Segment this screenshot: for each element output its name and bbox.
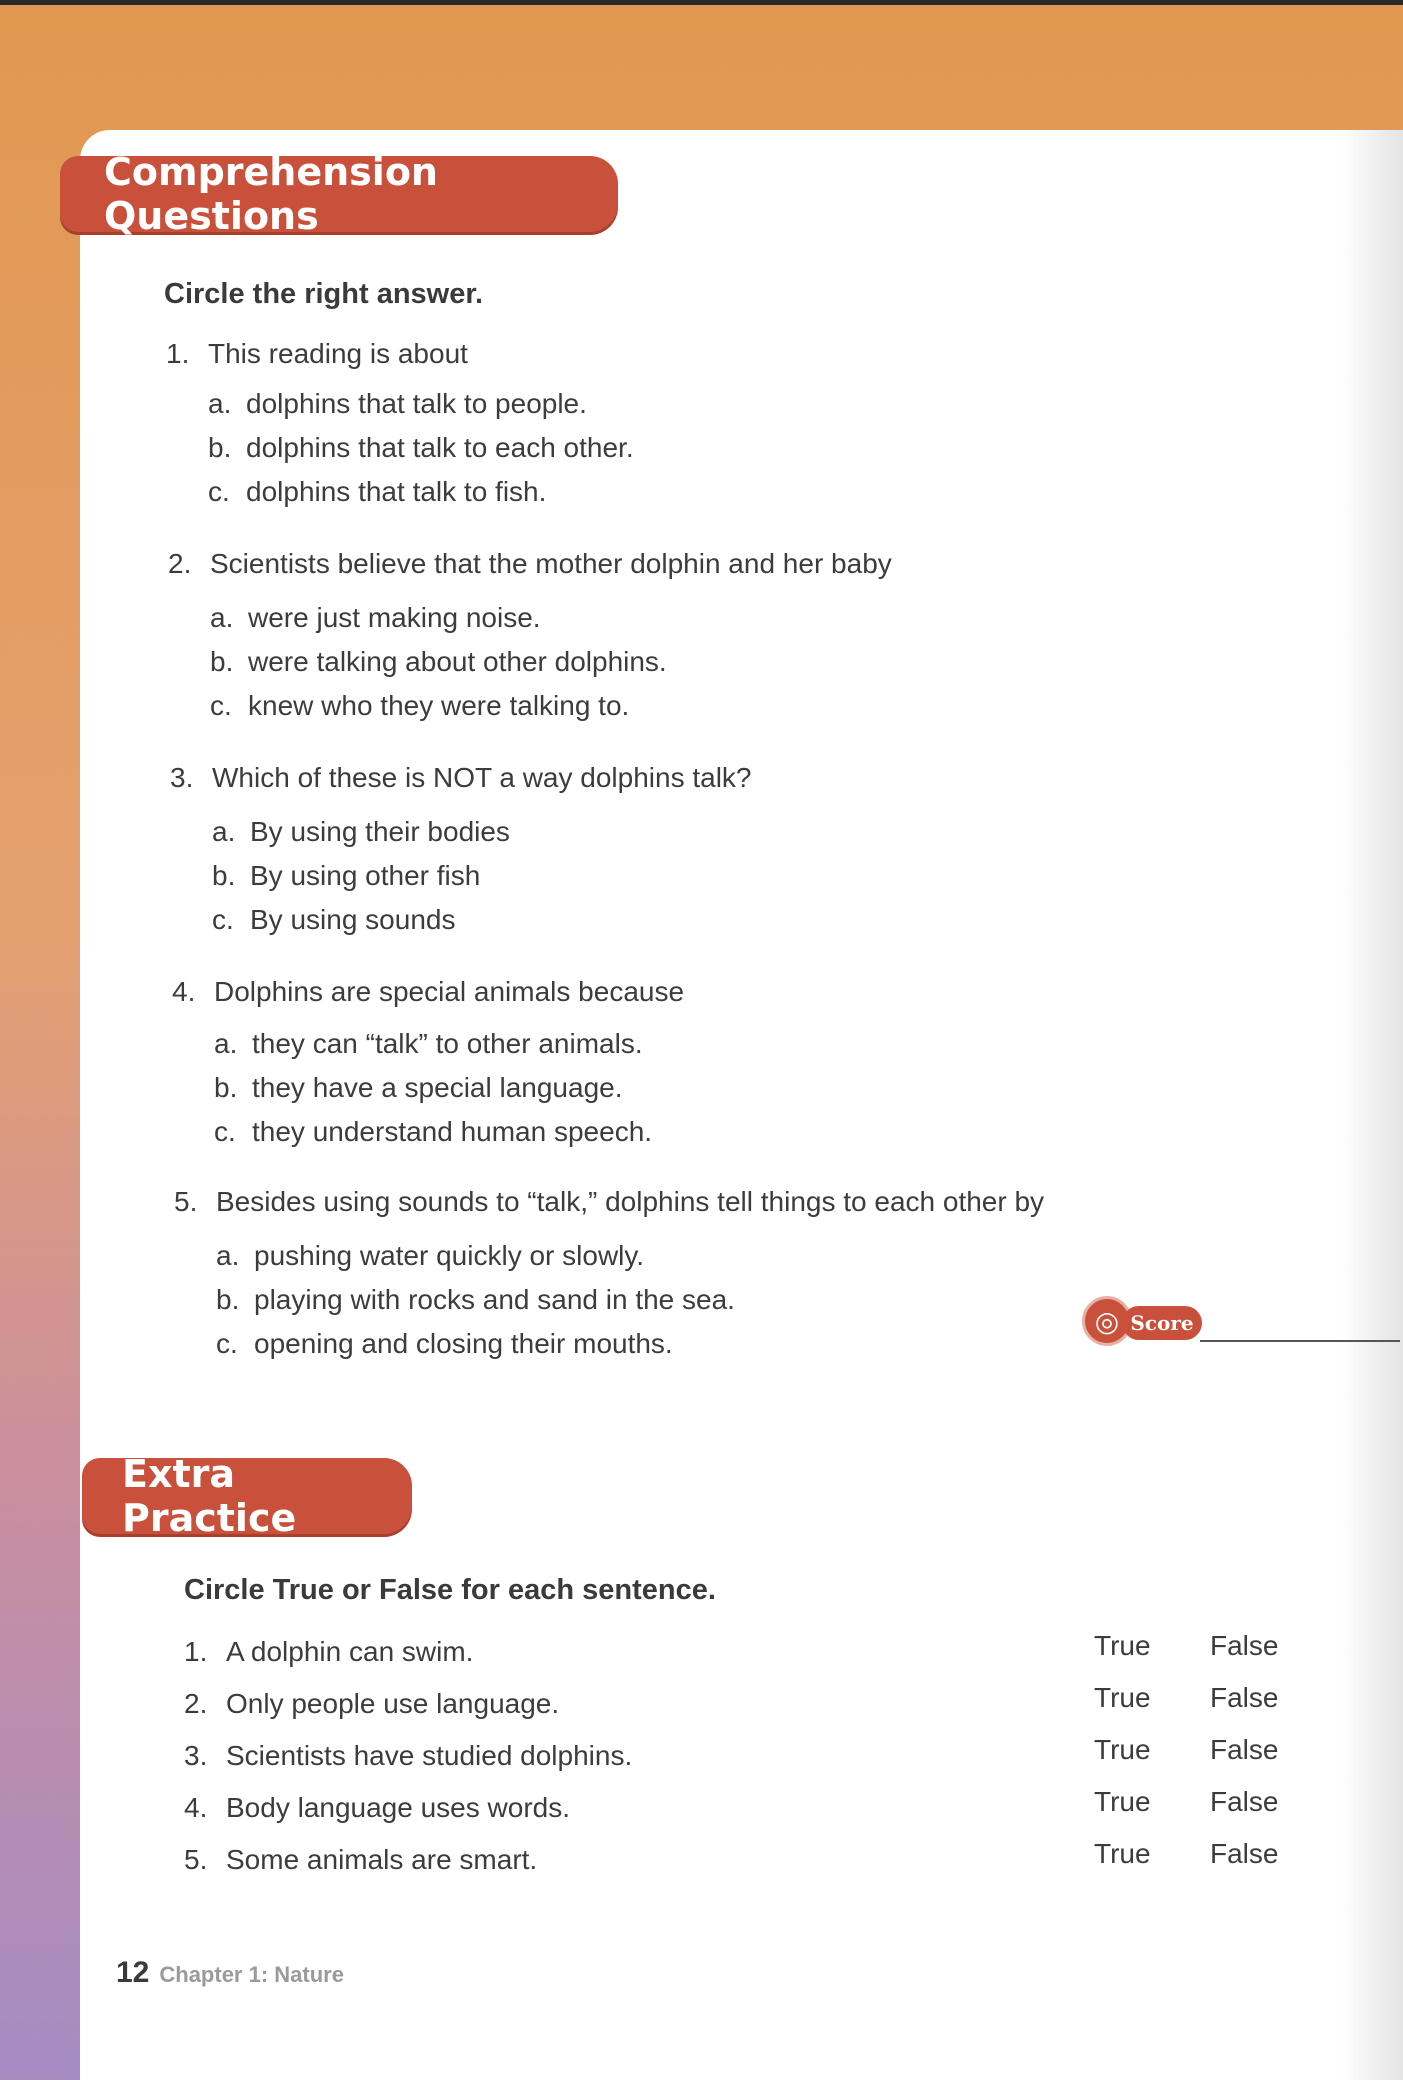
true-false-row: 3. Scientists have studied dolphins. True False <box>184 1734 1279 1771</box>
page-number: 12 <box>116 1956 150 1989</box>
question-5-option-b[interactable]: b. playing with rocks and sand in the sea. <box>216 1284 735 1315</box>
question-4-option-b[interactable]: b. they have a special language. <box>214 1072 623 1103</box>
false-option[interactable]: False <box>1210 1838 1279 1869</box>
true-false-row: 1. A dolphin can swim. True False <box>184 1630 1279 1667</box>
true-option[interactable]: True <box>1094 1630 1151 1661</box>
page-panel-curve <box>760 130 1403 260</box>
question-1-option-c[interactable]: c. dolphins that talk to fish. <box>208 476 547 507</box>
true-option[interactable]: True <box>1094 1682 1151 1713</box>
comprehension-instruction: Circle the right answer. <box>164 278 484 310</box>
question-1: 1. This reading is about <box>166 338 468 369</box>
target-icon: ◎ <box>1082 1296 1132 1346</box>
question-2-option-c[interactable]: c. knew who they were talking to. <box>210 690 630 721</box>
top-edge <box>0 0 1403 5</box>
false-option[interactable]: False <box>1210 1734 1279 1765</box>
false-option[interactable]: False <box>1210 1786 1279 1817</box>
true-option[interactable]: True <box>1094 1734 1151 1765</box>
score-blank-line <box>1200 1340 1400 1342</box>
page-shadow <box>1340 130 1403 2080</box>
score-field[interactable] <box>1082 1296 1322 1352</box>
true-false-row: 5. Some animals are smart. True False <box>184 1838 1279 1875</box>
question-1-option-b[interactable]: b. dolphins that talk to each other. <box>208 432 634 463</box>
question-1-option-a[interactable]: a. dolphins that talk to people. <box>208 388 587 419</box>
score-label: Score <box>1122 1306 1202 1340</box>
extra-practice-header: Extra Practice <box>82 1458 412 1534</box>
page-footer <box>116 1956 344 1990</box>
question-5-option-a[interactable]: a. pushing water quickly or slowly. <box>216 1240 645 1271</box>
question-3-option-a[interactable]: a. By using their bodies <box>212 816 510 847</box>
chapter-label: Chapter 1: Nature <box>159 1962 344 1987</box>
question-4-option-c[interactable]: c. they understand human speech. <box>214 1116 653 1147</box>
page-panel <box>80 130 1403 2080</box>
extra-practice-instruction: Circle True or False for each sentence. <box>184 1574 716 1606</box>
question-3-option-c[interactable]: c. By using sounds <box>212 904 456 935</box>
question-4: 4. Dolphins are special animals because <box>172 976 685 1007</box>
true-option[interactable]: True <box>1094 1838 1151 1869</box>
false-option[interactable]: False <box>1210 1682 1279 1713</box>
false-option[interactable]: False <box>1210 1630 1279 1661</box>
question-5: 5. Besides using sounds to “talk,” dolphins tell things to each other by <box>174 1186 1045 1217</box>
question-5-option-c[interactable]: c. opening and closing their mouths. <box>216 1328 673 1359</box>
question-2-option-a[interactable]: a. were just making noise. <box>210 602 541 633</box>
question-3: 3. Which of these is NOT a way dolphins talk? <box>170 762 752 793</box>
comprehension-header: Comprehension Questions <box>60 156 618 232</box>
question-4-option-a[interactable]: a. they can “talk” to other animals. <box>214 1028 643 1059</box>
true-option[interactable]: True <box>1094 1786 1151 1817</box>
true-false-row: 4. Body language uses words. True False <box>184 1786 1279 1823</box>
true-false-row: 2. Only people use language. True False <box>184 1682 1279 1719</box>
question-2: 2. Scientists believe that the mother dolphin and her baby <box>168 548 892 579</box>
question-2-option-b[interactable]: b. were talking about other dolphins. <box>210 646 667 677</box>
question-3-option-b[interactable]: b. By using other fish <box>212 860 481 891</box>
